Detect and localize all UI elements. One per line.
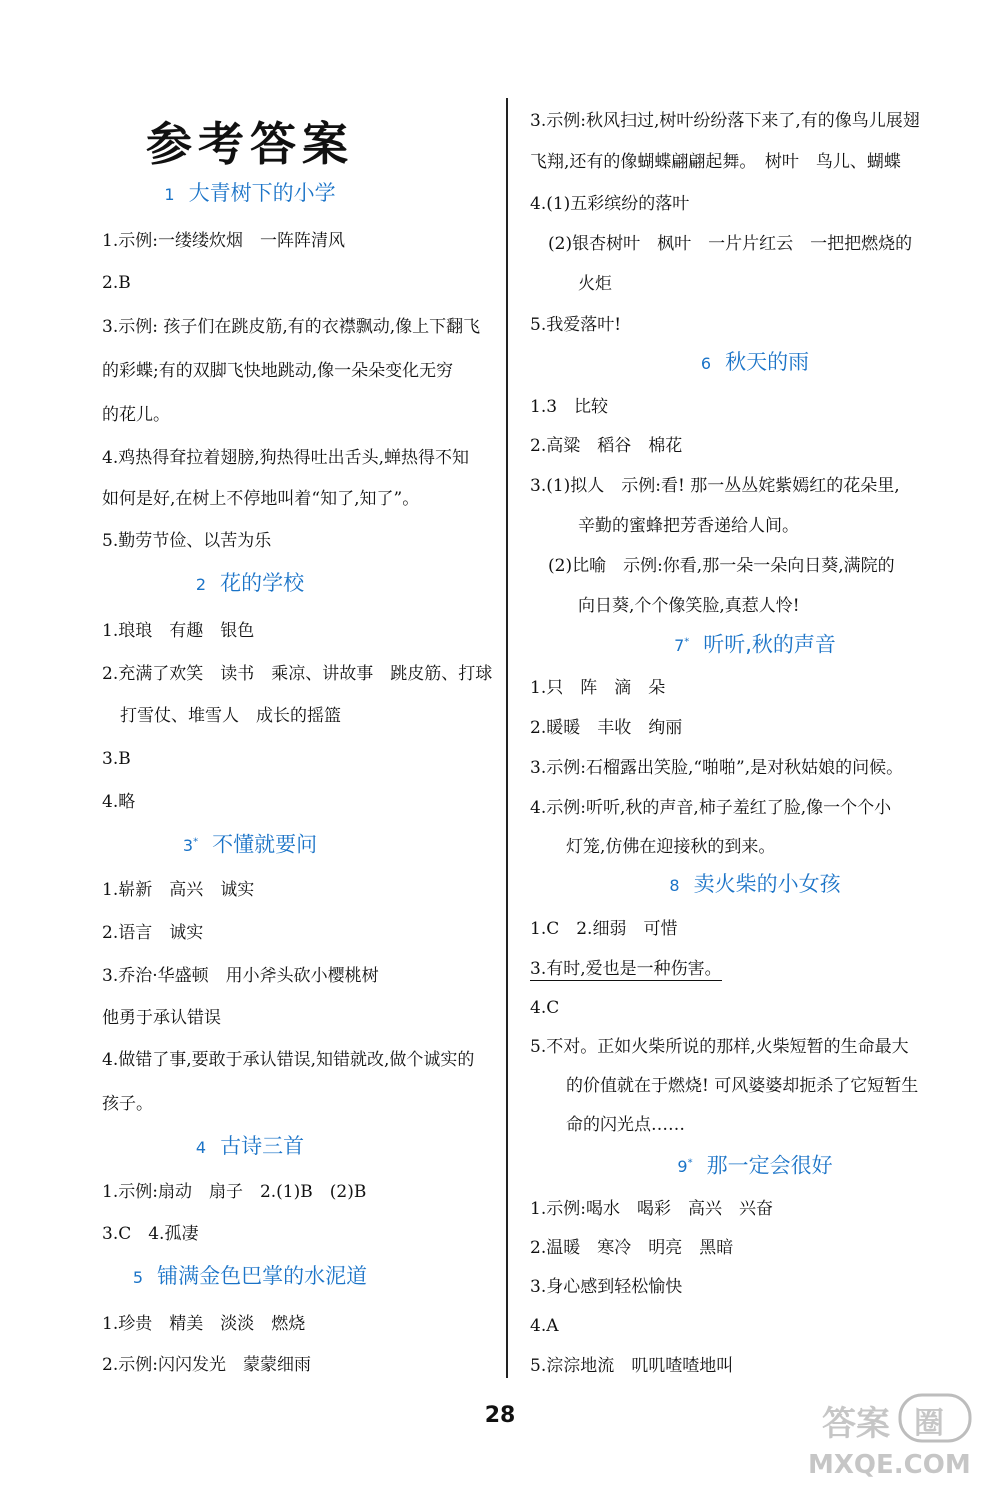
lesson-number: 2: [195, 575, 207, 594]
answer-line: [530, 1315, 559, 1337]
answer-line: [102, 316, 480, 338]
answer-text: 命的闪光点……: [566, 1115, 685, 1135]
answer-line: [102, 879, 254, 901]
page-number: 28: [484, 1403, 516, 1428]
answer-text: 1.示例:扇动 扇子 2.(1)B (2)B: [102, 1182, 367, 1202]
lesson-heading: [0, 1263, 500, 1291]
answer-line: [102, 1313, 305, 1335]
answer-text: 4.鸡热得耷拉着翅膀,狗热得吐出舌头,蝉热得不知: [102, 448, 470, 468]
answer-line: [530, 757, 903, 779]
answer-text: 3.示例:秋风扫过,树叶纷纷落下来了,有的像鸟儿展翅: [530, 111, 920, 131]
lesson-number: 3*: [182, 836, 199, 856]
answer-text: 2.充满了欢笑 读书 乘凉、讲故事 跳皮筋、打球: [102, 664, 493, 684]
answer-text: (2)比喻 示例:你看,那一朵一朵向日葵,满院的: [548, 556, 895, 576]
answer-text: 3.示例: 孩子们在跳皮筋,有的衣襟飘动,像上下翻飞: [102, 317, 481, 337]
answer-text: 3.身心感到轻松愉快: [530, 1277, 683, 1297]
watermark-logo: [788, 1391, 988, 1481]
lesson-heading: [510, 871, 1000, 899]
answer-line: [102, 530, 271, 552]
answer-line: [530, 797, 891, 819]
answer-text: 3.乔治·华盛顿 用小斧头砍小樱桃树: [102, 966, 379, 986]
lesson-title: 不懂就要问: [212, 832, 318, 857]
answer-line: [102, 404, 170, 426]
answer-line: [102, 272, 131, 294]
answer-line: [530, 958, 722, 980]
answer-text: (2)银杏树叶 枫叶 一片片红云 一把把燃烧的: [548, 234, 913, 254]
answer-line: [102, 1007, 221, 1029]
lesson-number: 1: [164, 185, 175, 204]
answer-text: 5.不对。正如火柴所说的那样,火柴短暂的生命最大: [530, 1037, 909, 1057]
answer-line: [120, 705, 341, 727]
lesson-heading: [0, 570, 500, 598]
answer-line: [530, 1355, 733, 1377]
answer-text: 如何是好,在树上不停地叫着“知了,知了”。: [102, 489, 420, 509]
lesson-title: 卖火柴的小女孩: [693, 872, 841, 896]
lesson-heading: [510, 1151, 1000, 1180]
answer-line: [530, 435, 682, 457]
answer-line: [530, 396, 608, 418]
answer-text: 的价值就在于燃烧! 可风婆婆却扼杀了它短暂生: [566, 1076, 919, 1096]
answer-text: 2.B: [102, 273, 131, 293]
answer-line: [530, 110, 920, 132]
answer-text: 向日葵,个个像笑脸,真惹人怜!: [578, 596, 800, 616]
answer-line: [530, 1237, 733, 1259]
lesson-number: 4: [195, 1138, 207, 1157]
optional-lesson-star: *: [193, 837, 199, 848]
lesson-title: 花的学校: [220, 571, 305, 595]
lesson-title: 听听,秋的声音: [703, 632, 836, 657]
answer-text: 4.做错了事,要敢于承认错误,知错就改,做个诚实的: [102, 1050, 475, 1070]
answer-line: [578, 515, 799, 537]
answer-line: [530, 1276, 682, 1298]
lesson-title: 秋天的雨: [725, 350, 810, 374]
answer-line: [102, 1049, 474, 1071]
answer-line: [530, 314, 621, 336]
lesson-number: 9*: [677, 1157, 693, 1177]
answer-text: 打雪仗、堆雪人 成长的摇篮: [120, 706, 341, 726]
lesson-title: 铺满金色巴掌的水泥道: [157, 1264, 368, 1288]
answer-text: 的花儿。: [102, 405, 170, 425]
answer-text: 灯笼,仿佛在迎接秋的到来。: [566, 837, 776, 857]
answer-line: [530, 475, 900, 497]
answer-line: [530, 918, 677, 940]
answer-line: [530, 151, 901, 173]
answer-text: 1.示例:一缕缕炊烟 一阵阵清风: [102, 231, 345, 251]
answer-text: 3.(1)拟人 示例:看! 那一丛丛姹紫嫣红的花朵里,: [530, 476, 900, 496]
lesson-title: 那一定会很好: [706, 1153, 833, 1178]
answer-line: [102, 1093, 153, 1115]
answer-line: [530, 1036, 909, 1058]
answer-line: [102, 447, 469, 469]
lesson-number: 5: [132, 1268, 144, 1287]
answer-text: 的彩蝶;有的双脚飞快地跳动,像一朵朵变化无穷: [102, 361, 454, 381]
answer-text: 5.淙淙地流 叽叽喳喳地叫: [530, 1356, 734, 1376]
answer-line: [530, 193, 689, 215]
answer-line: [566, 836, 775, 858]
answer-line: [102, 360, 453, 382]
answer-text: 1.示例:喝水 喝彩 高兴 兴奋: [530, 1199, 773, 1219]
answer-line: [530, 1198, 773, 1220]
answer-line: [102, 1181, 366, 1203]
answer-text: 1.只 阵 滴 朵: [530, 678, 666, 698]
answer-text: 1.3 比较: [530, 397, 609, 417]
lesson-heading: [0, 830, 500, 859]
answer-line: [102, 620, 254, 642]
answer-text: 2.语言 诚实: [102, 923, 204, 943]
answer-text: 5.我爱落叶!: [530, 315, 622, 335]
answer-text: 他勇于承认错误: [102, 1008, 221, 1028]
lesson-title: 古诗三首: [220, 1134, 305, 1158]
answer-text: 3.C 4.孤凄: [102, 1224, 199, 1244]
answer-line: [578, 273, 612, 295]
answer-text: 辛勤的蜜蜂把芳香递给人间。: [578, 516, 799, 536]
answer-line: [566, 1075, 918, 1097]
lesson-number: 6: [700, 354, 712, 373]
answer-text: 3.有时,爱也是一种伤害。: [530, 959, 722, 979]
lesson-heading: [0, 1133, 500, 1161]
lesson-heading: [510, 349, 1000, 377]
answer-text: 1.崭新 高兴 诚实: [102, 880, 255, 900]
answer-line: [566, 1114, 685, 1136]
answer-text: 2.示例:闪闪发光 蒙蒙细雨: [102, 1355, 311, 1375]
answer-line: [102, 488, 419, 510]
answer-line: [530, 677, 665, 699]
lesson-title: 大青树下的小学: [188, 181, 336, 205]
optional-lesson-star: *: [684, 637, 690, 648]
answer-line: [102, 230, 345, 252]
answer-line: [102, 1354, 311, 1376]
answer-text: 4.示例:听听,秋的声音,柿子羞红了脸,像一个个小: [530, 798, 892, 818]
answer-line: [578, 595, 800, 617]
answer-text: 5.勤劳节俭、以苦为乐: [102, 531, 272, 551]
answer-text: 1.琅琅 有趣 银色: [102, 621, 255, 641]
lesson-number: 7*: [674, 636, 690, 656]
answer-text: 2.高粱 稻谷 棉花: [530, 436, 683, 456]
answer-text: 3.示例:石榴露出笑脸,“啪啪”,是对秋姑娘的问候。: [530, 758, 904, 778]
answer-text: 4.略: [102, 792, 136, 812]
answer-line: [102, 1223, 198, 1245]
optional-lesson-star: *: [687, 1158, 693, 1169]
svg-text:MXQE.COM: MXQE.COM: [808, 1450, 971, 1480]
lesson-heading: [0, 180, 500, 208]
answer-text: 孩子。: [102, 1094, 153, 1114]
answer-text: 4.(1)五彩缤纷的落叶: [530, 194, 690, 214]
answer-text: 1.C 2.细弱 可惜: [530, 919, 678, 939]
answer-line: [102, 748, 131, 770]
answer-line: [102, 791, 135, 813]
answer-text: 4.A: [530, 1316, 559, 1336]
page-title: 参考答案: [146, 117, 354, 171]
lesson-number: 8: [669, 876, 680, 895]
answer-text: 1.珍贵 精美 淡淡 燃烧: [102, 1314, 306, 1334]
answer-line: [530, 717, 682, 739]
svg-text:圈: 圈: [914, 1406, 944, 1441]
answer-line: [102, 922, 203, 944]
column-divider: [506, 98, 508, 1378]
answer-text: 2.暖暖 丰收 绚丽: [530, 718, 683, 738]
answer-text: 3.B: [102, 749, 131, 769]
answer-line: [548, 555, 895, 577]
answer-line: [102, 965, 379, 987]
answer-line: [102, 663, 492, 685]
answer-text: 飞翔,还有的像蝴蝶翩翩起舞。 树叶 鸟儿、蝴蝶: [530, 152, 901, 172]
answer-text: 火炬: [578, 274, 612, 294]
svg-text:答案: 答案: [822, 1404, 890, 1444]
answer-text: 2.温暖 寒冷 明亮 黑暗: [530, 1238, 734, 1258]
answer-line: [530, 997, 559, 1019]
answer-line: [548, 233, 912, 255]
lesson-heading: [510, 630, 1000, 659]
answer-text: 4.C: [530, 998, 560, 1018]
